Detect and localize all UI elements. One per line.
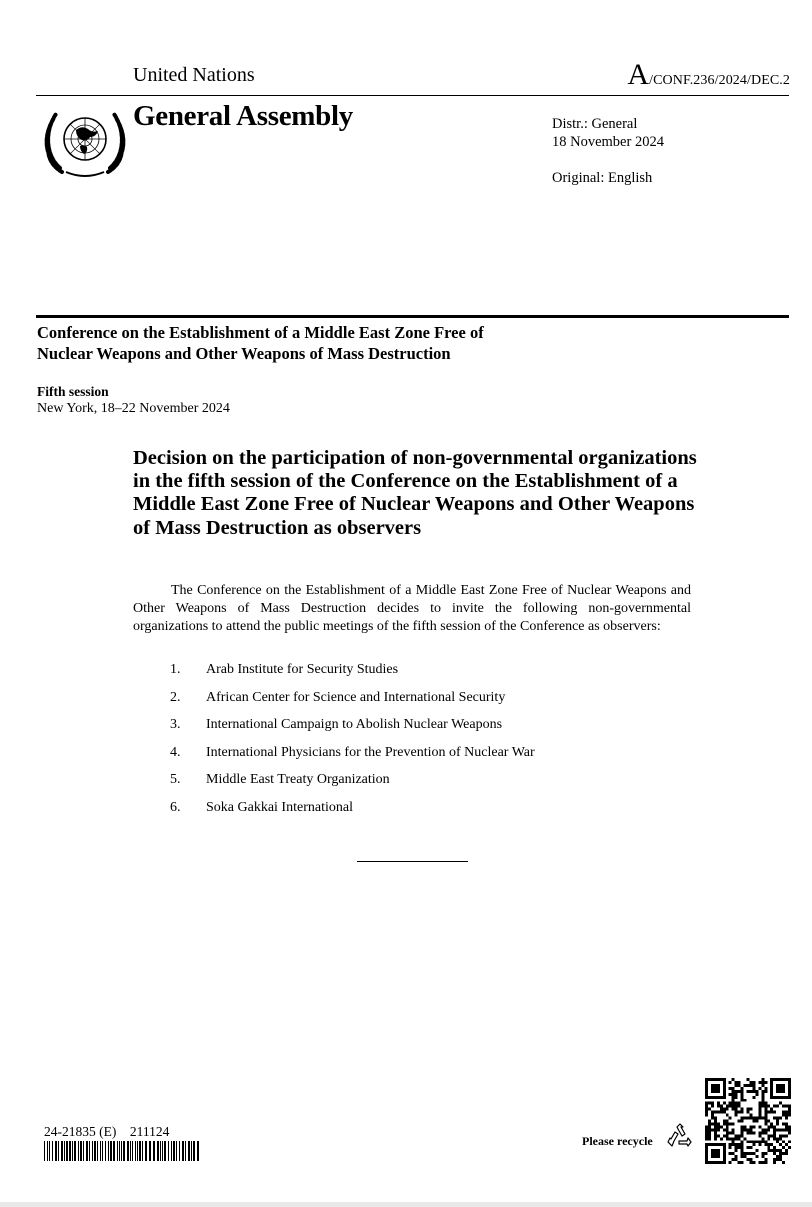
un-emblem-icon: [40, 102, 130, 178]
page-bottom-edge: [0, 1202, 812, 1207]
header-rule: [36, 95, 789, 96]
conference-title: Conference on the Establishment of a Middle East Zone Free of Nuclear Weapons and Other Weapons of Mass Destruction: [37, 323, 484, 363]
decision-title: Decision on the participation of non-governmental organizations in the fifth session of the Conference on the Establishment of a Middle East Zone Free of Nuclear Weapons and Other Weapons of Mass Destruction as observers: [133, 447, 697, 539]
list-item: [170, 745, 730, 773]
document-date: 18 November 2024: [552, 134, 664, 150]
organ-name: General Assembly: [133, 100, 353, 132]
recycle-icon: [666, 1122, 694, 1150]
organization-name-item: Middle East Treaty Organization: [206, 772, 390, 787]
list-number: 4.: [170, 744, 181, 760]
distribution: Distr.: General: [552, 116, 638, 132]
qr-code-icon: [705, 1078, 791, 1164]
list-number: 6.: [170, 799, 181, 815]
document-symbol-prefix: A: [627, 58, 650, 91]
document-symbol: [627, 58, 790, 92]
organization-list: [170, 662, 730, 827]
original-language: Original: English: [552, 170, 653, 186]
recycle-label: Please recycle: [582, 1134, 653, 1148]
list-item: [170, 772, 730, 800]
list-item: [170, 662, 730, 690]
session-label: Fifth session: [37, 384, 109, 399]
organization-name-item: International Physicians for the Prevention of Nuclear War: [206, 744, 535, 760]
list-item: [170, 717, 730, 745]
list-number: 5.: [170, 772, 181, 787]
job-number-text: 24-21835 (E) 211124: [44, 1124, 170, 1139]
list-item: [170, 690, 730, 718]
decision-paragraph: The Conference on the Establishment of a Middle East Zone Free of Nuclear Weapons and Other Weapons of Mass Destruction decides to invite the following non-governmental organizations to attend the public meetings of the fifth session of the Conference as observers:: [133, 583, 691, 635]
organization-name-item: Arab Institute for Security Studies: [206, 662, 399, 677]
organization-name-item: International Campaign to Abolish Nuclear Weapons: [206, 717, 503, 732]
venue-dates: New York, 18–22 November 2024: [37, 401, 230, 416]
list-number: 2.: [170, 689, 181, 705]
organization-name: United Nations: [133, 64, 255, 86]
organization-name-item: Soka Gakkai International: [206, 799, 353, 815]
section-rule: [36, 315, 789, 318]
distribution-block: [552, 115, 664, 151]
end-rule: [357, 861, 468, 862]
list-number: 3.: [170, 717, 181, 732]
barcode-icon: [44, 1141, 200, 1161]
document-symbol-suffix: /CONF.236/2024/DEC.2: [649, 73, 790, 88]
list-item: [170, 800, 730, 828]
job-number: [44, 1124, 169, 1140]
list-number: 1.: [170, 662, 181, 677]
organization-name-item: African Center for Science and International Security: [206, 689, 506, 705]
